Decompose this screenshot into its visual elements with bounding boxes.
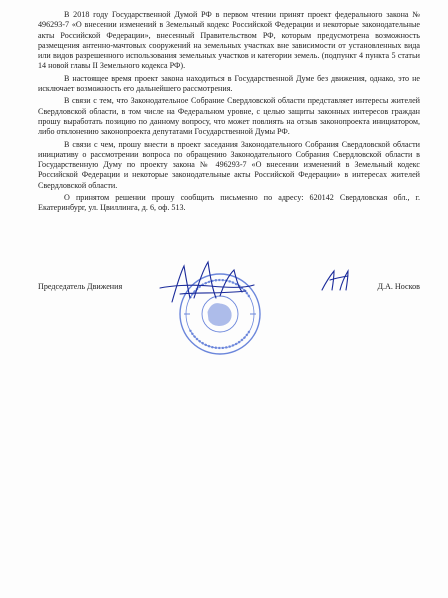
letter-body <box>38 10 420 214</box>
paragraph-3: В связи с тем, что Законодательное Собрание Свердловской области представляет интересы жителей Свердловской области, в том числе на Федеральном уровне, с целью защиты законных интересов граждан прошу выработать позицию по данному вопросу, что может повлиять на отзыв законопроекта инициатором, либо отклонению законопроекта депутатами Государственной Думы РФ. <box>38 96 420 137</box>
signatory-name: Д.А. Носков <box>377 282 420 291</box>
signature-initials-icon <box>318 268 358 296</box>
paragraph-5: О принятом решении прошу сообщить письменно по адресу: 620142 Свердловская обл., г. Екатеринбург, ул. Цвиллинга, д. 6, оф. 513. <box>38 193 420 213</box>
signature-scribble-icon <box>150 258 260 312</box>
paragraph-2: В настоящее время проект закона находиться в Государственной Думе без движения, однако, это не исключает возможность его дальнейшего рассмотрения. <box>38 73 420 94</box>
signatory-title: Председатель Движения <box>38 282 123 291</box>
paragraph-4: В связи с чем, прошу внести в проект заседания Законодательного Собрания Свердловской области инициативу о рассмотрении вопроса по обращению Законодательного Собрания Свердловской области в Государственную Думу по проекту закона № 496293-7 «О внесении изменений в Земельный кодекс Российской Федерации и некоторые законодательные акты Российской Федерации» в интересах жителей Свердловской области. <box>38 139 420 190</box>
paragraph-1: В 2018 году Государственной Думой РФ в первом чтении принят проект федерального закона № 496293-7 «О внесении изменений в Земельный кодекс Российской Федерации и некоторые законодательные акты Российской Федерации», внесенный Правительством РФ, которым предусмотрена возможность размещения антенно-мачтовых сооружений на земельных участках вне зависимости от установленных вида или видов разрешенного использования земельных участков и категории земель. (подпункт 4 пункта 5 статьи 14 новой главы II Земельного кодекса РФ). <box>38 10 420 71</box>
